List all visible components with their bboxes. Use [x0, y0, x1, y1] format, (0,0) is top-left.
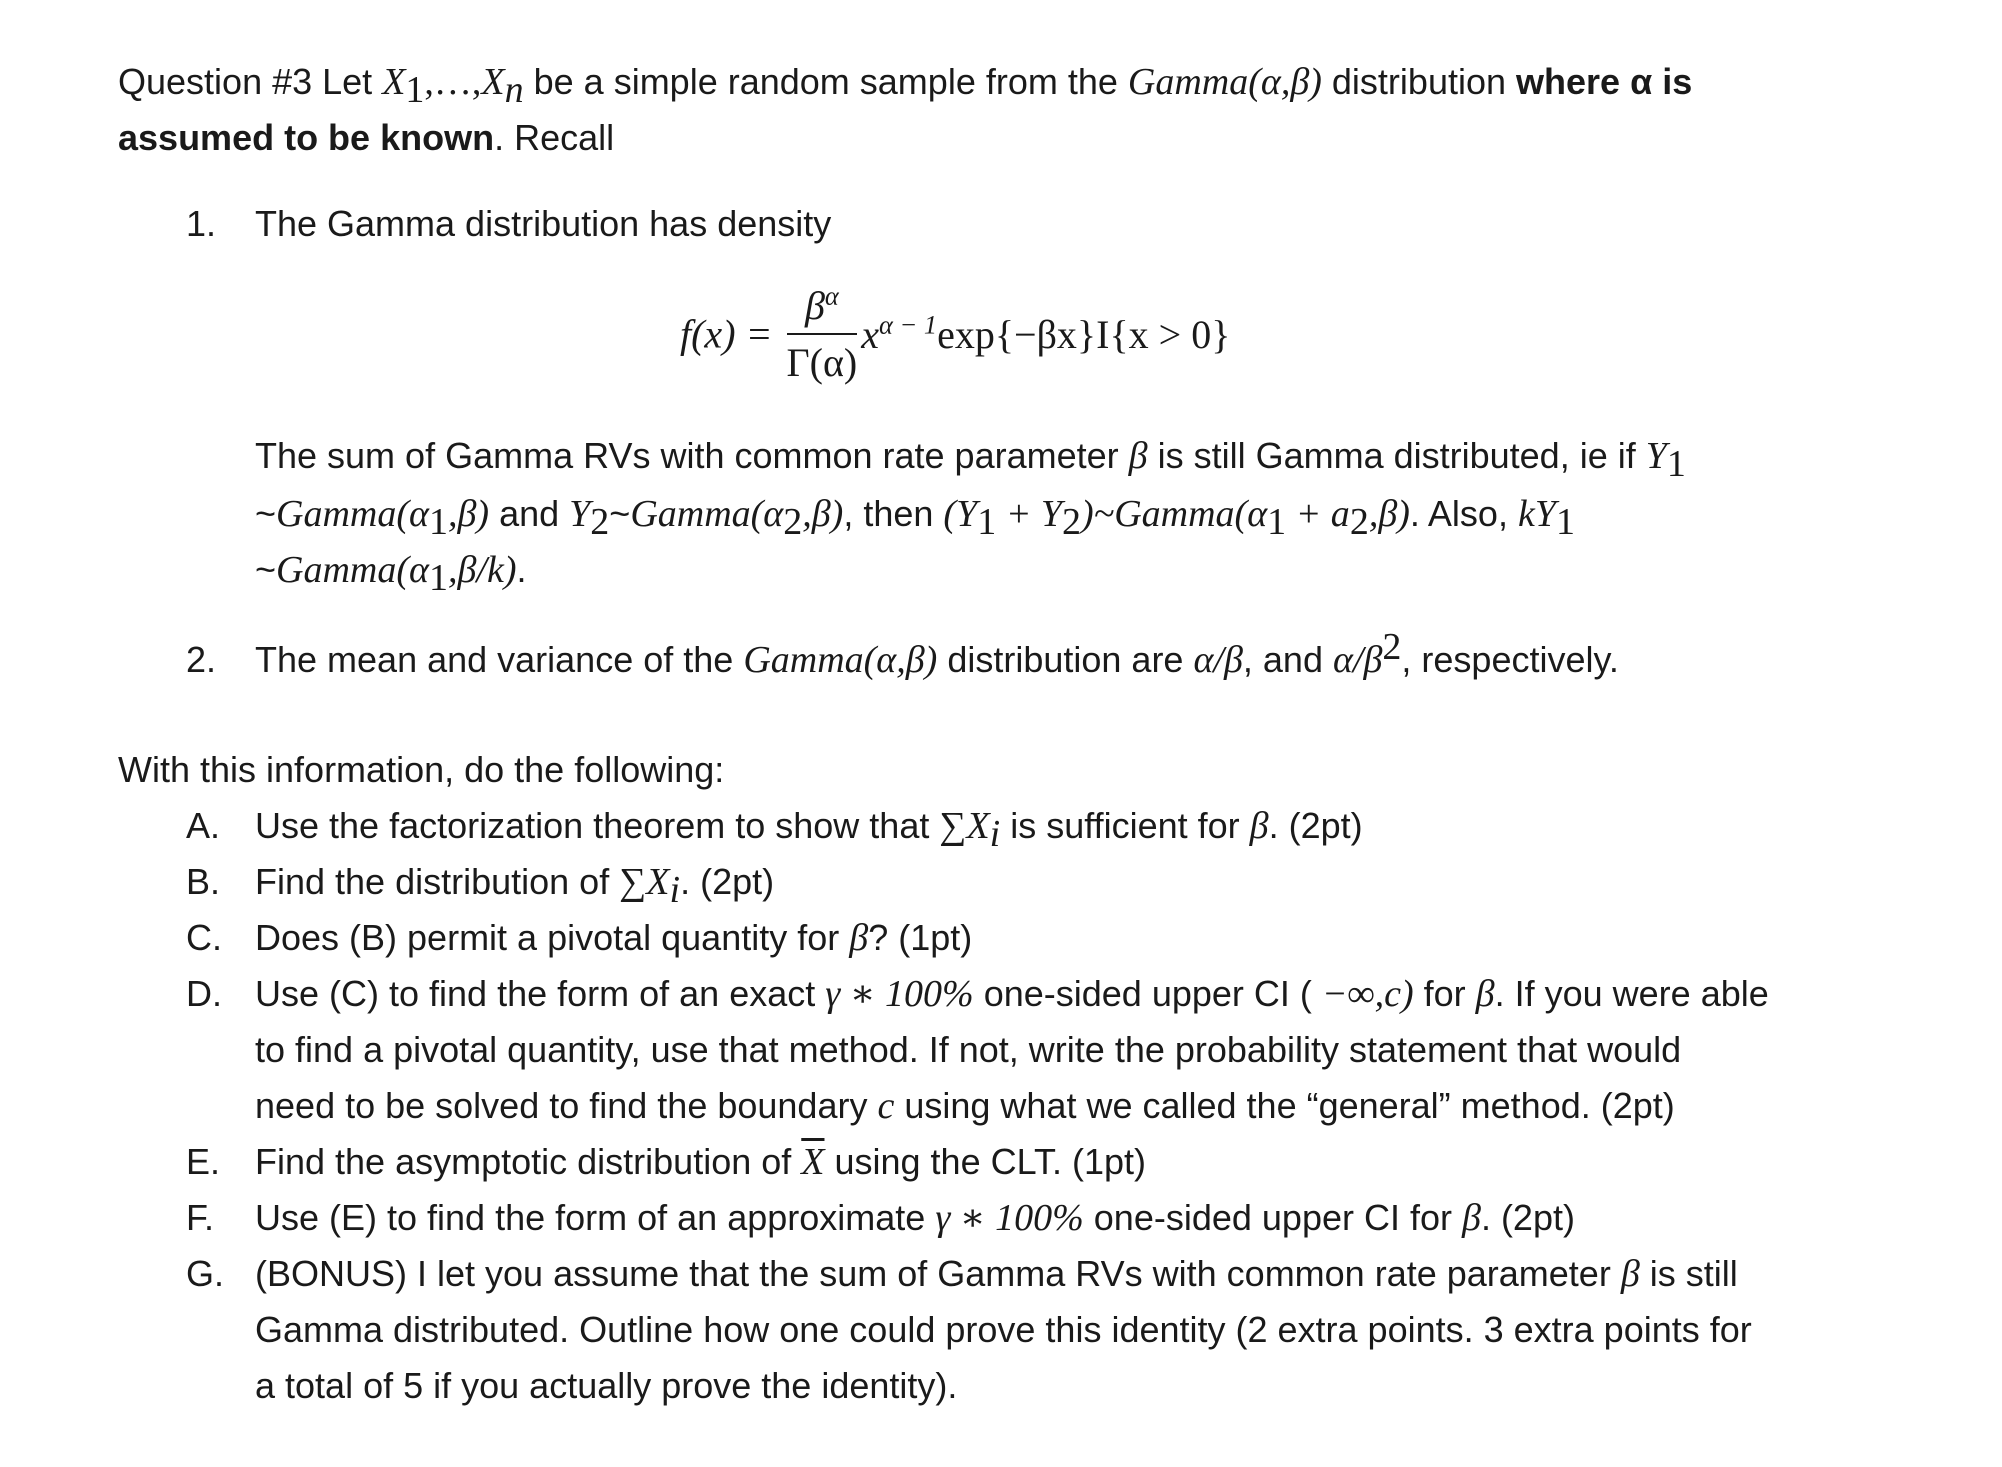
text: . Also,	[1409, 493, 1518, 534]
task-b-text	[255, 860, 775, 912]
text: .	[516, 549, 527, 590]
math: α − 1	[879, 309, 938, 340]
task-g-line-3	[255, 1364, 957, 1408]
item-1-para-line-3	[255, 548, 527, 600]
text: distribution	[1321, 61, 1517, 102]
math: −∞,c)	[1321, 973, 1414, 1015]
math: β	[804, 283, 825, 328]
math: 1	[1666, 443, 1686, 486]
math: Gamma(α,β)	[1127, 61, 1322, 103]
math: i	[989, 813, 1001, 856]
math: β	[1620, 1253, 1640, 1295]
text: Gamma distributed. Outline how one could prove this identity (2 extra points. 3 extra points for	[255, 1309, 1752, 1350]
task-g-line-1	[255, 1252, 1738, 1296]
text: The mean and variance of the	[255, 639, 744, 680]
task-a-label	[186, 804, 220, 848]
math: γ ∗ 100%	[825, 973, 974, 1015]
math: n	[504, 69, 524, 112]
formula-tail: exp{−βx}I{x > 0}	[937, 311, 1231, 357]
math: )~	[1081, 493, 1115, 535]
text: is still	[1639, 1253, 1738, 1294]
text: , and	[1242, 639, 1333, 680]
task-d-line-2	[255, 1028, 1681, 1072]
math: β	[1462, 1197, 1481, 1239]
task-c-text	[255, 916, 972, 960]
math: $\overline{X}$	[801, 1141, 825, 1183]
task-d-line-3	[255, 1084, 1675, 1128]
math: 1	[977, 501, 997, 544]
item-2-text	[255, 626, 1619, 682]
math: i	[669, 869, 681, 912]
task-g-label	[186, 1252, 224, 1296]
text: ~	[609, 493, 631, 534]
math: Gamma(α	[630, 493, 784, 535]
text: B.	[186, 861, 221, 902]
text: C.	[186, 917, 222, 958]
text: . (2pt)	[1480, 1197, 1575, 1238]
text: . (2pt)	[680, 861, 775, 902]
text: D.	[186, 973, 222, 1014]
task-f-text	[255, 1196, 1575, 1240]
text: . (2pt)	[1268, 805, 1363, 846]
text: Does (B) permit a pivotal quantity for	[255, 917, 850, 958]
text: Use (E) to find the form of an approximate	[255, 1197, 936, 1238]
task-d-label	[186, 972, 222, 1016]
math: 2	[1062, 501, 1081, 544]
math: ,…,	[424, 61, 482, 103]
math: α	[824, 280, 839, 311]
math: 1	[1267, 501, 1287, 544]
math: 1	[428, 557, 448, 600]
math: 2	[590, 501, 610, 544]
tasks-intro	[118, 748, 724, 792]
math: (Y	[943, 493, 978, 535]
math: Gamma(α	[276, 493, 429, 535]
text: E.	[186, 1141, 221, 1182]
math: + a	[1286, 493, 1350, 535]
task-e-text	[255, 1140, 1146, 1184]
text: be a simple random sample from the	[523, 61, 1128, 102]
math: X	[481, 61, 505, 103]
math: ∑X	[939, 805, 990, 847]
math: 1	[428, 501, 448, 544]
math: α/β	[1193, 639, 1243, 681]
math: ∑X	[619, 861, 670, 903]
math: kY	[1517, 493, 1556, 535]
formula-denominator: Γ(α)	[786, 340, 858, 385]
text: one-sided upper CI for	[1083, 1197, 1462, 1238]
text: F.	[186, 1197, 215, 1238]
math: β	[1128, 435, 1148, 477]
text: need to be solved to find the boundary	[255, 1085, 878, 1126]
text: A.	[186, 805, 221, 846]
formula-fraction	[787, 282, 858, 386]
item-1-number	[186, 202, 216, 246]
bold-text: assumed to be known	[118, 117, 495, 158]
text: ? (1pt)	[868, 917, 973, 958]
math: α/β	[1332, 639, 1383, 681]
text: a total of 5 if you actually prove the identity).	[255, 1365, 958, 1406]
math: β	[1249, 805, 1269, 847]
task-a-text	[255, 804, 1363, 856]
task-c-label	[186, 916, 222, 960]
math: ,β)	[802, 493, 844, 535]
text: , respectively.	[1401, 639, 1619, 680]
math: ,β/k)	[447, 549, 517, 591]
task-d-line-1	[255, 972, 1769, 1016]
text: (BONUS) I let you assume that the sum of Gamma RVs with common rate parameter	[255, 1253, 1621, 1294]
bold-text: where α is	[1516, 61, 1693, 102]
math: ,β)	[447, 493, 490, 535]
text: is sufficient for	[1000, 805, 1250, 846]
math: 2	[1382, 626, 1402, 668]
task-b-label	[186, 860, 220, 904]
math: x	[861, 311, 879, 357]
item-1-text	[255, 202, 831, 246]
text: one-sided upper CI (	[973, 973, 1322, 1014]
text: and	[489, 493, 570, 534]
math: X	[382, 61, 406, 103]
math: β	[1475, 973, 1495, 1015]
item-2-number	[186, 638, 216, 682]
text: , then	[843, 493, 944, 534]
text: to find a pivotal quantity, use that method. If not, write the probability statement that would	[255, 1029, 1682, 1070]
formula-lhs: f(x) =	[680, 311, 773, 357]
task-g-line-2	[255, 1308, 1752, 1352]
item-1-para-line-2	[255, 492, 1575, 544]
math: 1	[1555, 501, 1575, 544]
text: for	[1413, 973, 1476, 1014]
math: γ ∗ 100%	[935, 1197, 1084, 1239]
math: 2	[783, 501, 803, 544]
math: 2	[1349, 501, 1369, 544]
text: Use the factorization theorem to show that	[255, 805, 940, 846]
math: c	[877, 1085, 895, 1127]
text: The sum of Gamma RVs with common rate parameter	[255, 435, 1129, 476]
math: Gamma(α	[276, 549, 429, 591]
text: 1.	[186, 203, 217, 244]
math: Y	[1645, 435, 1667, 477]
math: Gamma(α,β)	[743, 639, 938, 681]
text: Find the distribution of	[255, 861, 620, 902]
text: using the CLT. (1pt)	[824, 1141, 1146, 1182]
math: Y	[569, 493, 591, 535]
task-e-label	[186, 1140, 220, 1184]
intro-line-2	[118, 116, 614, 160]
text: ~	[255, 493, 277, 534]
text: Find the asymptotic distribution of	[255, 1141, 802, 1182]
task-f-label	[186, 1196, 214, 1240]
text: Question #3 Let	[118, 61, 383, 102]
math: + Y	[996, 493, 1062, 535]
math: ,β)	[1368, 493, 1410, 535]
text: 2.	[186, 639, 217, 680]
density-formula	[680, 282, 1230, 386]
text: Use (C) to find the form of an exact	[255, 973, 826, 1014]
math: 1	[405, 69, 425, 112]
text: distribution are	[937, 639, 1194, 680]
text: With this information, do the following:	[118, 749, 725, 790]
math: Gamma(α	[1114, 493, 1268, 535]
text: . If you were able	[1494, 973, 1769, 1014]
intro-line-1	[118, 60, 1693, 112]
text: The Gamma distribution has density	[255, 203, 832, 244]
text: G.	[186, 1253, 225, 1294]
math: β	[849, 917, 869, 959]
text: ~	[255, 549, 277, 590]
text: . Recall	[494, 117, 615, 158]
item-1-para-line-1	[255, 434, 1686, 486]
text: is still Gamma distributed, ie if	[1147, 435, 1646, 476]
text: using what we called the “general” method. (2pt)	[894, 1085, 1675, 1126]
